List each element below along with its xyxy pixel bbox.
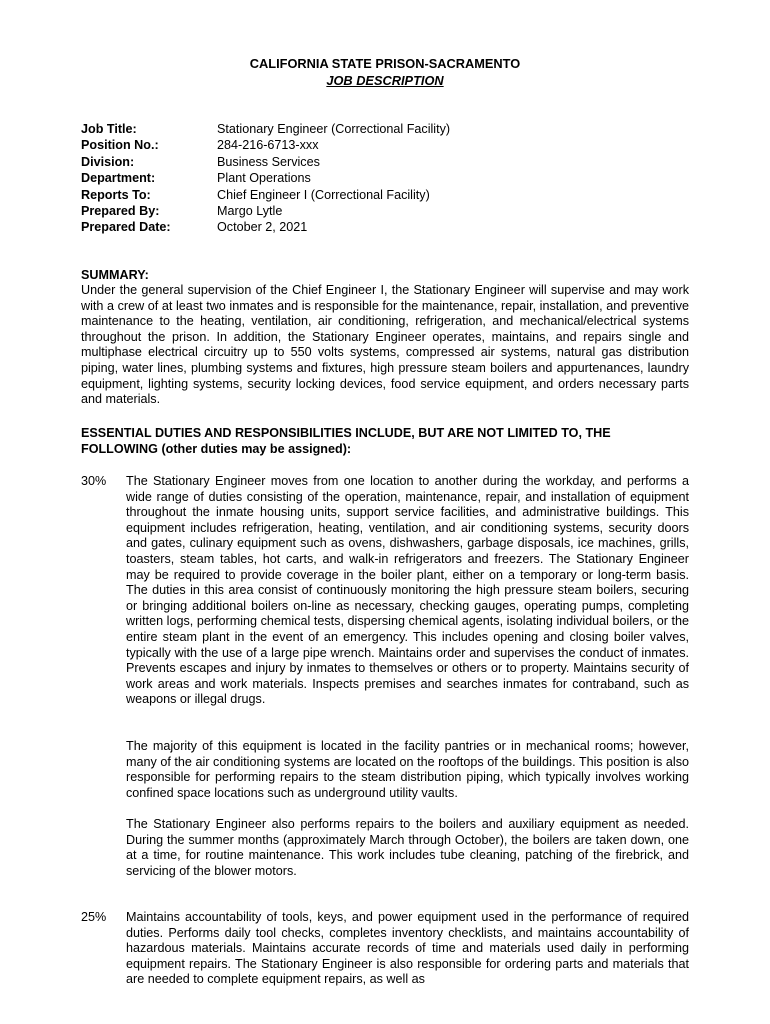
info-row-job-title [81, 121, 701, 137]
summary-text: Under the general supervision of the Chief Engineer I, the Stationary Engineer will supervise and may work with a crew of at least two inmates and is responsible for the maintenance, repair, installation, and preventive maintenance to the heating, ventilation, air conditioning, refrigeration, and mechanical/electrical systems throughout the prison. In addition, the Stationary Engineer operates, maintains, and repairs single and multiphase electrical circuitry up to 550 volts systems, compressed air systems, natural gas distribution piping, water lines, plumbing systems and fixtures, high pressure steam boilers and appurtenances, laundry equipment, lighting systems, security locking devices, food service equipment, and orders necessary parts and materials. [81, 283, 689, 407]
info-row-prepared-date [81, 219, 701, 235]
document-type-title: JOB DESCRIPTION [326, 73, 444, 88]
info-row-prepared-by [81, 203, 701, 219]
info-label: Reports To: [81, 187, 151, 202]
info-label: Division: [81, 154, 135, 169]
info-label: Department: [81, 171, 156, 186]
summary-heading: SUMMARY: [81, 268, 149, 282]
duty-paragraph: The majority of this equipment is located in the facility pantries or in mechanical rooms; however, many of the air conditioning systems are located on the rooftops of the buildings. This position is also responsible for performing repairs to the steam distribution piping, which typically involves working confined space locations such as underground utility vaults. [126, 739, 689, 800]
info-label: Job Title: [81, 122, 137, 136]
info-label: Prepared Date: [81, 220, 171, 235]
duty-paragraph: The Stationary Engineer moves from one location to another during the workday, and performs a wide range of duties consisting of the operation, maintenance, repair, and installation of equipment throughout the inmate housing units, support service facilities, and administrative buildings. This equipment includes refrigeration, heating, ventilation, and air conditioning systems, security doors and gates, culinary equipment such as ovens, dishwashers, garbage disposals, ice machines, grills, toasters, steam tables, hot carts, and walk-in refrigerators and freezers. The Stationary Engineer may be required to provide coverage in the boiler plant, either on a temporary or long-term basis. The duties in this area consist of continuously monitoring the high pressure steam boilers, securing or bringing additional boilers on-line as necessary, checking gauges, operating pumps, completing written logs, performing chemical tests, dispersing chemical agents, isolating individual boilers, or the entire steam plant in the event of an emergency. This includes opening and closing boiler valves, typically with the use of a large pipe wrench. Maintains order and supervises the conduct of inmates. Prevents escapes and injury by inmates to themselves or others or to property. Maintains security of work areas and work materials. Inspects premises and searches inmates for contraband, such as weapons or illegal drugs. [126, 474, 689, 707]
info-value: Chief Engineer I (Correctional Facility) [217, 187, 430, 202]
organization-title: CALIFORNIA STATE PRISON-SACRAMENTO [249, 56, 521, 71]
info-row-position-no [81, 137, 701, 153]
info-label: Prepared By: [81, 203, 160, 218]
info-value: October 2, 2021 [217, 220, 308, 235]
info-label: Position No.: [81, 138, 159, 153]
duty-percentage: 25% [81, 910, 107, 924]
info-value: 284-216-6713-xxx [217, 138, 319, 153]
duty-paragraph: Maintains accountability of tools, keys, and power equipment used in the performance of required duties. Performs daily tool checks, completes inventory checklists, and maintains accountability of hazardous materials. Maintains accurate records of time and materials used daily in performing equipment repairs. The Stationary Engineer is also responsible for ordering parts and materials that are needed to complete equipment repairs, as well as [126, 910, 689, 987]
job-info-table [81, 121, 701, 236]
duties-heading: ESSENTIAL DUTIES AND RESPONSIBILITIES INCLUDE, BUT ARE NOT LIMITED TO, THE FOLLOWING (other duties may be assigned): [81, 426, 611, 457]
info-value: Stationary Engineer (Correctional Facility) [217, 122, 451, 136]
document-header [0, 55, 770, 89]
info-row-department [81, 170, 701, 186]
info-row-reports-to [81, 187, 701, 203]
info-value: Plant Operations [217, 171, 311, 186]
info-row-division [81, 154, 701, 170]
info-value: Business Services [217, 154, 320, 169]
info-value: Margo Lytle [217, 203, 283, 218]
duty-percentage: 30% [81, 474, 107, 488]
duty-paragraph: The Stationary Engineer also performs repairs to the boilers and auxiliary equipment as needed. During the summer months (approximately March through October), the boilers are taken down, one at a time, for routine maintenance. This work includes tube cleaning, patching of the firebrick, and servicing of the blower motors. [126, 817, 689, 878]
